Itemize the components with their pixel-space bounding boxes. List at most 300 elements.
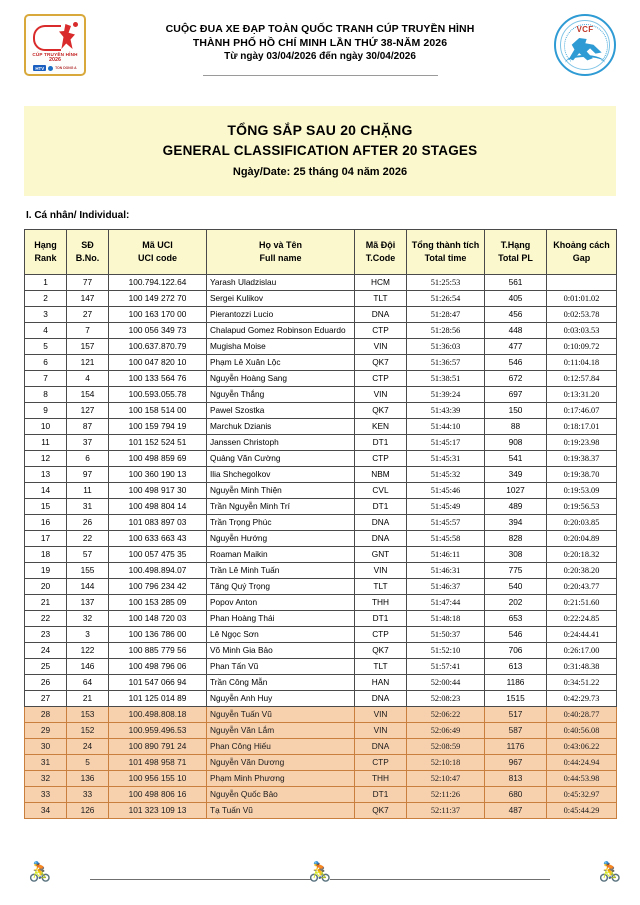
cell-uci: 100 136 786 00 [109,627,207,643]
cell-time: 51:45:32 [407,467,485,483]
cell-time: 51:45:17 [407,435,485,451]
cell-name: Trần Nguyễn Minh Trí [207,499,355,515]
cell-pl: 828 [485,531,547,547]
cell-pl: 1176 [485,739,547,755]
cell-rank: 23 [25,627,67,643]
cell-bno: 87 [67,419,109,435]
cell-rank: 20 [25,579,67,595]
col-header-name [207,230,355,275]
cell-gap: 0:19:38.70 [547,467,617,483]
col-header-uci [109,230,207,275]
cell-gap: 0:03:03.53 [547,323,617,339]
cell-pl: 88 [485,419,547,435]
logo-year: 2026 [49,57,61,63]
cell-bno: 154 [67,387,109,403]
cell-pl: 487 [485,803,547,819]
cell-uci: 100 159 794 19 [109,419,207,435]
cup-truyen-hinh-logo [24,14,86,76]
table-row [25,771,617,787]
table-row [25,723,617,739]
cell-pl: 394 [485,515,547,531]
cell-bno: 152 [67,723,109,739]
event-title-line-1: CUỘC ĐUA XE ĐẠP TOÀN QUỐC TRANH CÚP TRUYỀN HÌNH [165,23,475,35]
cell-uci: 100 360 190 13 [109,467,207,483]
cell-rank: 21 [25,595,67,611]
table-row [25,515,617,531]
cell-bno: 64 [67,675,109,691]
cell-uci: 100.498.894.07 [109,563,207,579]
cell-time: 51:45:46 [407,483,485,499]
cell-time: 51:44:10 [407,419,485,435]
col-header-bno [67,230,109,275]
cell-tcode: DNA [355,739,407,755]
cell-pl: 202 [485,595,547,611]
cell-pl: 517 [485,707,547,723]
col-header-rank-vi: Hạng [34,240,57,250]
sponsor-mark-icon [48,66,53,71]
cell-rank: 26 [25,675,67,691]
table-row [25,275,617,291]
cell-uci: 100 149 272 70 [109,291,207,307]
cell-rank: 14 [25,483,67,499]
cell-gap: 0:45:32.97 [547,787,617,803]
cell-rank: 30 [25,739,67,755]
cell-pl: 908 [485,435,547,451]
cell-bno: 27 [67,307,109,323]
cell-gap: 0:12:57.84 [547,371,617,387]
cell-bno: 3 [67,627,109,643]
cell-bno: 97 [67,467,109,483]
cell-tcode: QK7 [355,803,407,819]
table-row [25,387,617,403]
table-row [25,403,617,419]
cell-name: Chalapud Gomez Robinson Eduardo [207,323,355,339]
cell-rank: 32 [25,771,67,787]
table-row [25,739,617,755]
cell-name: Nguyễn Văn Dương [207,755,355,771]
cell-uci: 100 163 170 00 [109,307,207,323]
cell-tcode: DNA [355,515,407,531]
cell-tcode: TLT [355,659,407,675]
table-row [25,787,617,803]
cell-pl: 706 [485,643,547,659]
logo-caption: CÚP TRUYỀN HÌNH [32,52,78,57]
cell-tcode: DT1 [355,611,407,627]
cell-uci: 101 498 958 71 [109,755,207,771]
cell-bno: 122 [67,643,109,659]
cell-name: Trần Trọng Phúc [207,515,355,531]
cell-time: 52:10:18 [407,755,485,771]
cell-tcode: DNA [355,691,407,707]
col-header-gap-vi: Khoảng cách [553,240,610,250]
cell-name: Phan Công Hiếu [207,739,355,755]
cell-uci: 100 498 859 69 [109,451,207,467]
table-row [25,307,617,323]
cell-rank: 16 [25,515,67,531]
cell-rank: 2 [25,291,67,307]
cell-pl: 1186 [485,675,547,691]
cell-tcode: TLT [355,291,407,307]
col-header-tcode-vi: Mã Đội [365,240,396,250]
cell-rank: 13 [25,467,67,483]
cyclist-icon-center: 🚴 [308,861,332,883]
cell-pl: 697 [485,387,547,403]
vcf-acronym: VCF [576,25,594,34]
cell-gap: 0:20:18.32 [547,547,617,563]
cell-rank: 7 [25,371,67,387]
cell-tcode: CTP [355,755,407,771]
cell-uci: 100 057 475 35 [109,547,207,563]
col-header-bno-vi: SĐ [81,240,94,250]
cell-name: Tăng Quý Trọng [207,579,355,595]
cell-time: 52:10:47 [407,771,485,787]
cell-time: 51:39:24 [407,387,485,403]
cell-uci: 100.637.870.79 [109,339,207,355]
cell-uci: 100 153 285 09 [109,595,207,611]
table-head [25,230,617,275]
cell-tcode: QK7 [355,643,407,659]
col-header-pl [485,230,547,275]
cell-rank: 31 [25,755,67,771]
cell-uci: 100 796 234 42 [109,579,207,595]
table-row [25,563,617,579]
cell-name: Nguyễn Thắng [207,387,355,403]
cell-tcode: VIN [355,339,407,355]
event-title-line-2: THÀNH PHỐ HỒ CHÍ MINH LẦN THỨ 38-NĂM 2026 [192,37,448,49]
cell-pl: 308 [485,547,547,563]
cell-bno: 127 [67,403,109,419]
table-row [25,323,617,339]
cell-gap: 0:22:24.85 [547,611,617,627]
cell-name: Phạm Lê Xuân Lộc [207,355,355,371]
cell-bno: 126 [67,803,109,819]
cell-uci: 100 885 779 56 [109,643,207,659]
cell-rank: 4 [25,323,67,339]
cell-uci: 100 498 917 30 [109,483,207,499]
cell-gap: 0:21:51.60 [547,595,617,611]
cell-time: 52:11:37 [407,803,485,819]
cell-gap: 0:19:53.09 [547,483,617,499]
cell-name: Nguyễn Quốc Bảo [207,787,355,803]
table-row [25,659,617,675]
cell-bno: 31 [67,499,109,515]
table-row [25,691,617,707]
cell-tcode: QK7 [355,403,407,419]
cell-gap: 0:40:28.77 [547,707,617,723]
cell-name: Ilia Shchegolkov [207,467,355,483]
cell-uci: 100 047 820 10 [109,355,207,371]
table-row [25,611,617,627]
table-row [25,499,617,515]
col-header-pl-vi: T.Hạng [500,240,531,250]
cell-time: 51:25:53 [407,275,485,291]
table-row [25,547,617,563]
cell-pl: 813 [485,771,547,787]
col-header-tcode-en: T.Code [365,253,396,263]
cell-uci: 100 498 806 16 [109,787,207,803]
table-row [25,675,617,691]
cell-tcode: THH [355,771,407,787]
cell-time: 51:26:54 [407,291,485,307]
cell-rank: 27 [25,691,67,707]
table-body [25,275,617,819]
cell-rank: 9 [25,403,67,419]
cell-pl: 456 [485,307,547,323]
cell-name: Phan Tấn Vũ [207,659,355,675]
cell-time: 51:36:57 [407,355,485,371]
cell-bno: 144 [67,579,109,595]
cell-rank: 33 [25,787,67,803]
cell-gap: 0:02:53.78 [547,307,617,323]
cell-pl: 613 [485,659,547,675]
cell-tcode: CTP [355,371,407,387]
cell-pl: 489 [485,499,547,515]
cell-bno: 21 [67,691,109,707]
cell-gap: 0:10:09.72 [547,339,617,355]
cell-tcode: VIN [355,707,407,723]
cell-name: Marchuk Dzianis [207,419,355,435]
cell-name: Pierantozzi Lucio [207,307,355,323]
cell-uci: 100.593.055.78 [109,387,207,403]
cell-gap: 0:19:23.98 [547,435,617,451]
cell-gap: 0:19:38.37 [547,451,617,467]
logo-left-container [18,14,92,76]
cyclist-icon-right: 🚴 [598,861,622,883]
logo-sponsors [33,65,76,71]
cell-rank: 24 [25,643,67,659]
cell-gap: 0:18:17.01 [547,419,617,435]
cell-time: 51:45:57 [407,515,485,531]
banner-date: Ngày/Date: 25 tháng 04 năm 2026 [232,166,408,178]
cell-uci: 100.498.808.18 [109,707,207,723]
cell-rank: 15 [25,499,67,515]
cell-time: 51:57:41 [407,659,485,675]
table-row [25,803,617,819]
cell-time: 51:46:11 [407,547,485,563]
col-header-bno-en: B.No. [75,253,100,263]
col-header-gap-en: Gap [572,253,591,263]
classification-table-container [24,229,616,819]
cell-name: Quảng Văn Cường [207,451,355,467]
sponsor-secondary-label: TON DONG A [55,66,77,70]
cell-time: 52:08:59 [407,739,485,755]
section-label-individual: I. Cá nhân/ Individual: [26,210,130,221]
cell-tcode: NBM [355,467,407,483]
footer-divider-left [90,879,312,880]
cell-rank: 12 [25,451,67,467]
col-header-uci-vi: Mã UCI [142,240,173,250]
cell-bno: 22 [67,531,109,547]
cell-uci: 101 152 524 51 [109,435,207,451]
cell-name: Janssen Christoph [207,435,355,451]
cell-uci: 100 158 514 00 [109,403,207,419]
cell-gap: 0:40:56.08 [547,723,617,739]
cell-rank: 1 [25,275,67,291]
cell-bno: 6 [67,451,109,467]
cell-gap: 0:20:43.77 [547,579,617,595]
cell-uci: 100 148 720 03 [109,611,207,627]
cell-uci: 100 633 663 43 [109,531,207,547]
cell-gap: 0:44:53.98 [547,771,617,787]
cell-time: 52:08:23 [407,691,485,707]
cell-time: 51:38:51 [407,371,485,387]
cell-name: Võ Minh Gia Bảo [207,643,355,659]
cell-tcode: VIN [355,387,407,403]
cell-tcode: QK7 [355,355,407,371]
cell-time: 51:45:31 [407,451,485,467]
header-divider [203,75,438,76]
table-header-row [25,230,617,275]
col-header-pl-en: Total PL [498,253,533,263]
cell-uci: 100 056 349 73 [109,323,207,339]
cell-gap: 0:34:51.22 [547,675,617,691]
cell-bno: 153 [67,707,109,723]
cell-name: Trần Lê Minh Tuấn [207,563,355,579]
cell-pl: 587 [485,723,547,739]
cell-gap: 0:20:04.89 [547,531,617,547]
cell-name: Trần Công Mẫn [207,675,355,691]
cell-bno: 136 [67,771,109,787]
cell-tcode: CTP [355,451,407,467]
cell-rank: 17 [25,531,67,547]
cell-name: Nguyễn Văn Lắm [207,723,355,739]
cell-bno: 24 [67,739,109,755]
cell-pl: 349 [485,467,547,483]
cell-tcode: DNA [355,531,407,547]
cell-time: 51:50:37 [407,627,485,643]
table-row [25,435,617,451]
cell-time: 51:46:31 [407,563,485,579]
cell-uci: 101 083 897 03 [109,515,207,531]
cell-pl: 680 [485,787,547,803]
cell-name: Nguyễn Anh Huy [207,691,355,707]
table-row [25,467,617,483]
cell-gap: 0:43:06.22 [547,739,617,755]
cell-rank: 8 [25,387,67,403]
cell-rank: 28 [25,707,67,723]
cell-time: 51:48:18 [407,611,485,627]
cell-time: 52:11:26 [407,787,485,803]
cell-gap: 0:44:24.94 [547,755,617,771]
cell-time: 51:36:03 [407,339,485,355]
cell-tcode: DNA [355,307,407,323]
cell-name: Popov Anton [207,595,355,611]
cell-gap: 0:01:01.02 [547,291,617,307]
cell-name: Phạm Minh Phương [207,771,355,787]
cell-bno: 157 [67,339,109,355]
cell-tcode: DT1 [355,435,407,451]
header-titles [92,14,548,76]
cell-rank: 34 [25,803,67,819]
col-header-rank-en: Rank [34,253,57,263]
cell-uci: 101 125 014 89 [109,691,207,707]
cyclist-emblem-icon [29,21,81,51]
table-row [25,627,617,643]
table-row [25,291,617,307]
table-row [25,371,617,387]
cell-tcode: CTP [355,323,407,339]
cell-uci: 100.794.122.64 [109,275,207,291]
cell-pl: 405 [485,291,547,307]
cell-name: Tạ Tuấn Vũ [207,803,355,819]
cell-uci: 100.959.496.53 [109,723,207,739]
cell-name: Phan Hoàng Thái [207,611,355,627]
cell-tcode: VIN [355,723,407,739]
cell-bno: 5 [67,755,109,771]
cell-name: Roaman Maikin [207,547,355,563]
table-row [25,483,617,499]
cell-bno: 147 [67,291,109,307]
cell-gap: 0:26:17.00 [547,643,617,659]
cell-rank: 6 [25,355,67,371]
cell-bno: 32 [67,611,109,627]
page-header [0,0,640,92]
cell-bno: 155 [67,563,109,579]
cell-pl: 150 [485,403,547,419]
cell-time: 52:06:49 [407,723,485,739]
cell-rank: 11 [25,435,67,451]
cell-rank: 3 [25,307,67,323]
table-row [25,755,617,771]
cell-tcode: HAN [355,675,407,691]
cell-bno: 137 [67,595,109,611]
cell-time: 51:46:37 [407,579,485,595]
cell-tcode: TLT [355,579,407,595]
cell-pl: 541 [485,451,547,467]
cell-pl: 967 [485,755,547,771]
cell-rank: 18 [25,547,67,563]
cell-time: 52:06:22 [407,707,485,723]
cell-rank: 22 [25,611,67,627]
cell-bno: 37 [67,435,109,451]
table-row [25,339,617,355]
cell-time: 51:45:49 [407,499,485,515]
cell-pl: 653 [485,611,547,627]
cell-gap: 0:17:46.07 [547,403,617,419]
banner-title-en: GENERAL CLASSIFICATION AFTER 20 STAGES [162,143,478,158]
cell-time: 52:00:44 [407,675,485,691]
cell-pl: 477 [485,339,547,355]
cell-tcode: DT1 [355,787,407,803]
col-header-tcode [355,230,407,275]
cell-time: 51:47:44 [407,595,485,611]
cell-gap: 0:24:44.41 [547,627,617,643]
cell-tcode: DT1 [355,499,407,515]
col-header-uci-en: UCI code [137,253,177,263]
classification-banner [24,106,616,196]
cell-time: 51:28:47 [407,307,485,323]
col-header-rank [25,230,67,275]
cell-gap: 0:20:38.20 [547,563,617,579]
cell-pl: 672 [485,371,547,387]
cell-name: Yarash Uladzislau [207,275,355,291]
cell-rank: 19 [25,563,67,579]
cell-tcode: CVL [355,483,407,499]
cell-pl: 546 [485,627,547,643]
cell-name: Pawel Szostka [207,403,355,419]
cell-tcode: HCM [355,275,407,291]
cell-rank: 10 [25,419,67,435]
cell-rank: 5 [25,339,67,355]
table-row [25,419,617,435]
table-row [25,451,617,467]
event-date-range: Từ ngày 03/04/2026 đến ngày 30/04/2026 [224,51,416,62]
vcf-federation-logo [554,14,616,76]
col-header-gap [547,230,617,275]
cell-name: Mugisha Moise [207,339,355,355]
cell-uci: 100 133 564 76 [109,371,207,387]
logo-right-container [548,14,622,76]
